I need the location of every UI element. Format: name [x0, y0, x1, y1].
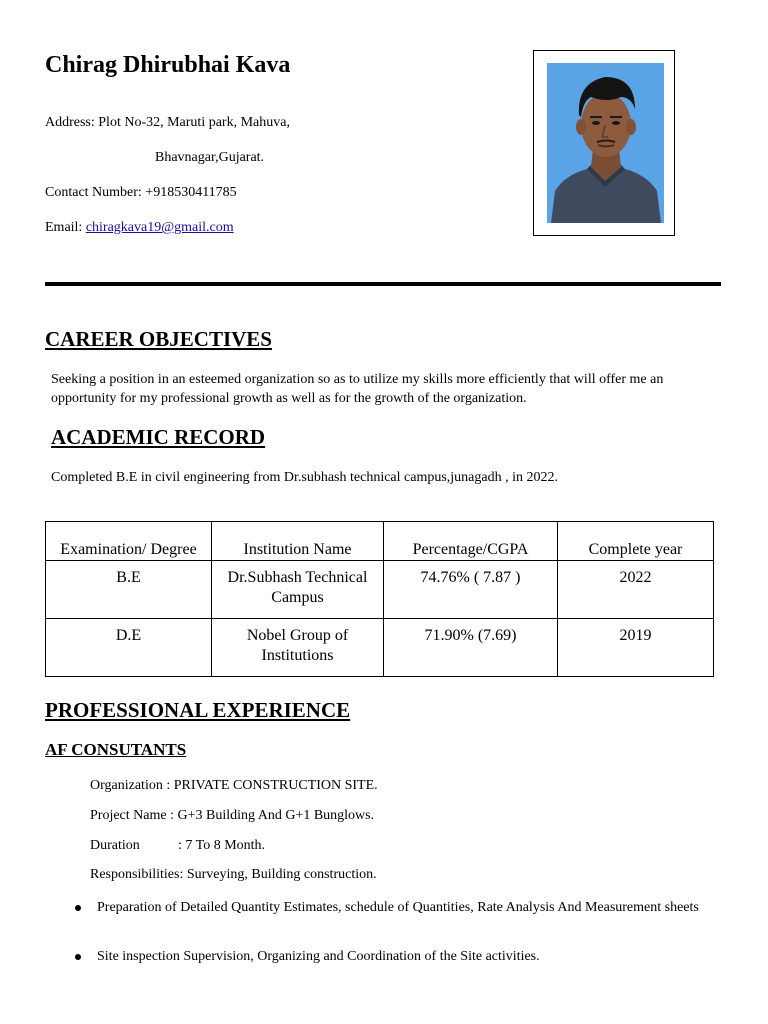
responsibilities-detail: Responsibilities: Surveying, Building construction. [90, 867, 377, 882]
table-cell: 71.90% (7.69) [384, 619, 558, 677]
organization-detail: Organization : PRIVATE CONSTRUCTION SITE. [90, 778, 378, 793]
table-cell: 2019 [558, 619, 714, 677]
career-objectives-text: Seeking a position in an esteemed organization so as to utilize my skills more efficiently that will offer me an opportunity for my professional growth as well as for the growth of the organization. [51, 372, 664, 406]
responsibility-item: Site inspection Supervision, Organizing and Coordination of the Site activities. [97, 949, 540, 964]
header-divider [45, 282, 721, 286]
person-photo-icon [547, 63, 664, 223]
company-name: AF CONSUTANTS [45, 740, 187, 759]
table-cell: 74.76% ( 7.87 ) [384, 561, 558, 619]
email-label: Email: [45, 220, 86, 235]
column-header: Complete year [558, 522, 714, 561]
professional-experience-heading: PROFESSIONAL EXPERIENCE [45, 698, 351, 722]
email-row [45, 220, 234, 236]
contact-number: Contact Number: +918530411785 [45, 185, 237, 200]
bullet-icon [75, 954, 81, 960]
table-header-row [46, 522, 714, 561]
career-objectives-heading: CAREER OBJECTIVES [45, 327, 272, 351]
profile-photo-frame [533, 50, 675, 236]
responsibility-item: Preparation of Detailed Quantity Estimates, schedule of Quantities, Rate Analysis And Measurement sheets [97, 900, 699, 915]
column-header: Institution Name [212, 522, 384, 561]
table-row [46, 561, 714, 619]
bullet-icon [75, 905, 81, 911]
profile-photo [547, 63, 664, 223]
table-cell: 2022 [558, 561, 714, 619]
academic-record-table [45, 521, 714, 677]
table-cell: Nobel Group of Institutions [212, 619, 384, 677]
table-cell: D.E [46, 619, 212, 677]
table-cell: Dr.Subhash Technical Campus [212, 561, 384, 619]
email-link[interactable]: chiragkava19@gmail.com [85, 220, 234, 235]
column-header: Examination/ Degree [46, 522, 212, 561]
duration-label: Duration [90, 838, 140, 853]
duration-value: : 7 To 8 Month. [178, 838, 266, 853]
candidate-name: Chirag Dhirubhai Kava [45, 52, 291, 78]
table-cell: B.E [46, 561, 212, 619]
address-line-1: Address: Plot No-32, Maruti park, Mahuva, [45, 115, 290, 130]
academic-summary: Completed B.E in civil engineering from Dr.subhash technical campus,junagadh , in 2022. [51, 470, 559, 485]
column-header: Percentage/CGPA [384, 522, 558, 561]
table-row [46, 619, 714, 677]
project-detail: Project Name : G+3 Building And G+1 Bunglows. [90, 808, 375, 823]
academic-record-heading: ACADEMIC RECORD [51, 425, 266, 449]
address-line-2: Bhavnagar,Gujarat. [155, 150, 265, 165]
